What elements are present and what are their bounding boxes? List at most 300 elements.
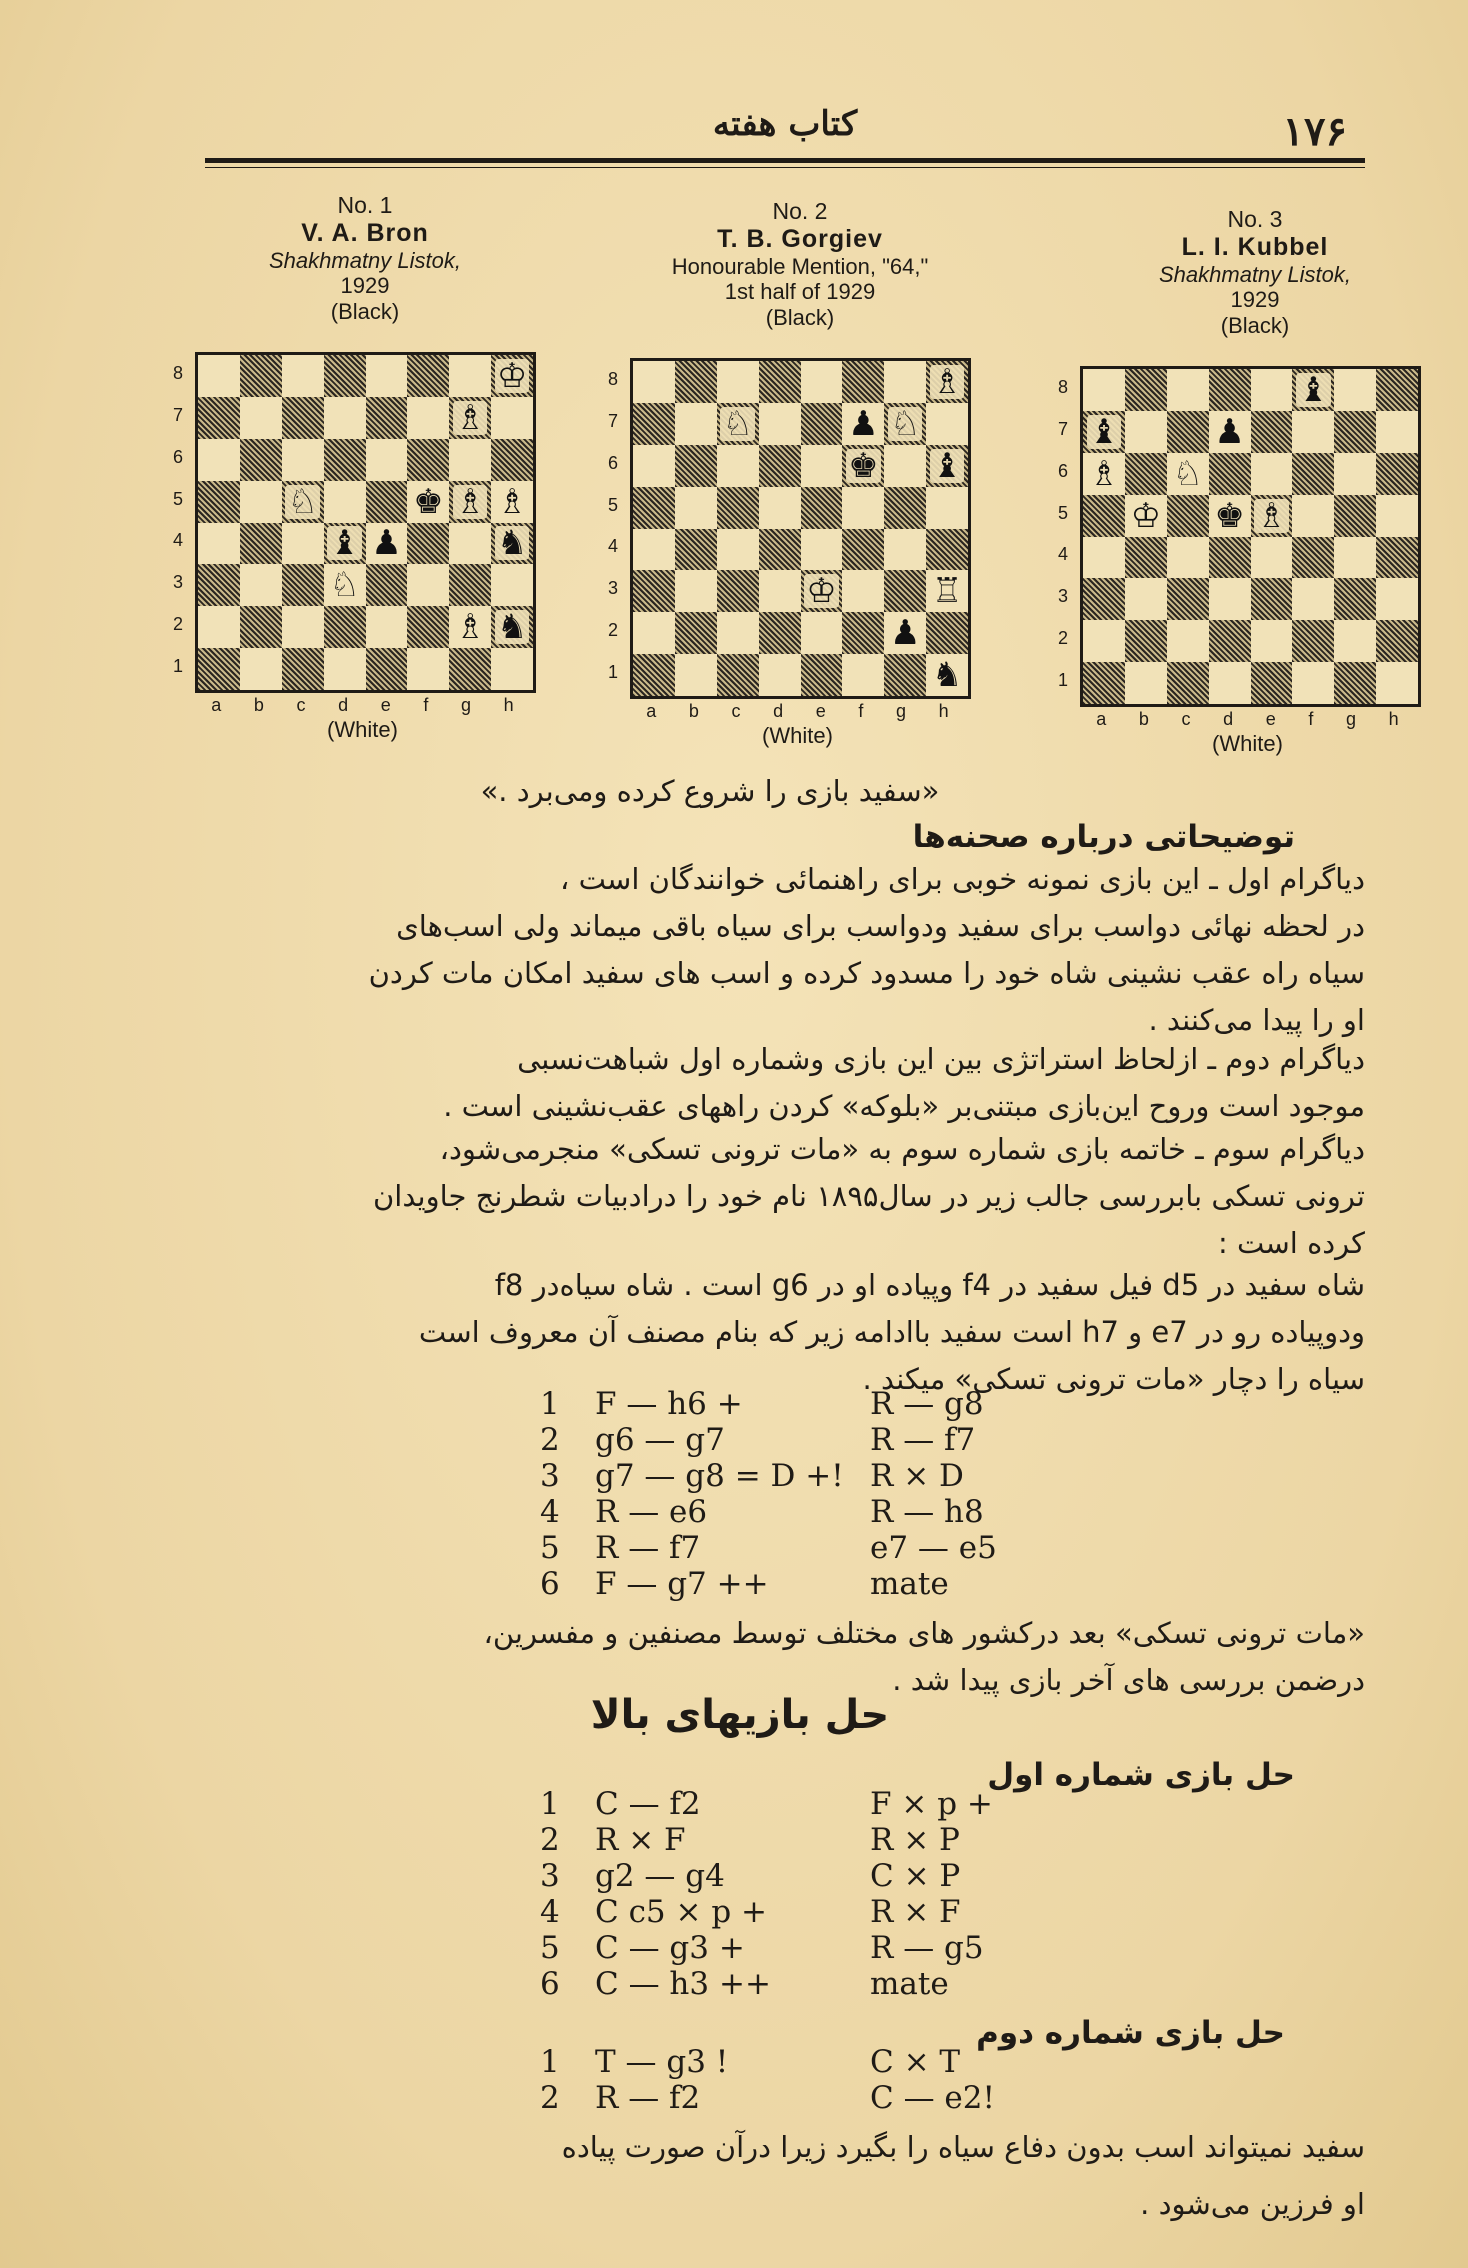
move-row (540, 1786, 1060, 1822)
file-label: b (1138, 709, 1149, 729)
explanation-paragraph-3 (195, 1126, 1365, 1267)
square-c4 (1167, 537, 1209, 579)
white-label: (White) (327, 717, 398, 742)
file-label: c (1181, 709, 1191, 729)
square-c7 (717, 403, 759, 445)
rank-label: 3 (1058, 586, 1069, 607)
square-b4 (1125, 537, 1167, 579)
final-paragraph (195, 2124, 1365, 2228)
chess-piece-icon: ♞ (496, 523, 528, 564)
file-label: g (461, 695, 472, 715)
chess-piece-icon: ♘ (722, 403, 753, 444)
file-label: a (1096, 709, 1107, 729)
explanation-paragraph-2 (195, 1036, 1365, 1130)
file-label: d (1223, 709, 1234, 729)
square-c2 (1167, 620, 1209, 662)
move-row (540, 1494, 1060, 1530)
square-e6 (801, 445, 843, 487)
chess-piece-icon: ♔ (1130, 495, 1162, 536)
move-number: 2 (540, 1822, 560, 1858)
white-move: g2 — g4 (595, 1858, 725, 1894)
chess-board (1080, 366, 1421, 707)
black-label: (Black) (330, 299, 400, 324)
square-g5 (1334, 495, 1376, 537)
square-b4 (240, 523, 282, 565)
square-f4 (1292, 537, 1334, 579)
white-move: R × F (595, 1822, 686, 1858)
square-f8 (1292, 369, 1334, 411)
text-line: او فرزین می‌شود . (1140, 2187, 1365, 2221)
diagram-number: No. 1 (337, 192, 393, 218)
file-label: c (296, 695, 306, 715)
black-move: C × T (870, 2044, 961, 2080)
square-d6 (759, 445, 801, 487)
square-e5 (801, 487, 843, 529)
diagram-author: L. I. Kubbel (1181, 233, 1329, 261)
square-c1 (282, 648, 324, 690)
square-a6 (1083, 453, 1125, 495)
square-a6 (198, 439, 240, 481)
square-f7 (407, 397, 449, 439)
square-e4 (366, 523, 408, 565)
square-a3 (198, 564, 240, 606)
square-a7 (633, 403, 675, 445)
rank-label: 6 (173, 446, 184, 467)
square-f8 (407, 355, 449, 397)
square-f2 (1292, 620, 1334, 662)
file-label: e (815, 701, 826, 721)
square-g8 (1334, 369, 1376, 411)
white-move: F — g7 ++ (595, 1566, 769, 1602)
square-a4 (633, 529, 675, 571)
explanation-paragraph-4 (195, 1262, 1365, 1403)
square-b1 (240, 648, 282, 690)
square-b8 (240, 355, 282, 397)
square-h4 (1376, 537, 1418, 579)
rank-label: 5 (173, 488, 184, 509)
rank-label: 3 (608, 578, 619, 599)
square-g3 (1334, 578, 1376, 620)
square-b1 (675, 654, 717, 696)
chess-piece-icon: ♘ (889, 403, 921, 444)
chess-piece-icon: ♔ (496, 355, 528, 396)
move-number: 3 (540, 1858, 560, 1894)
square-a8 (1083, 369, 1125, 411)
square-f5 (842, 487, 884, 529)
square-g4 (449, 523, 491, 565)
file-label: g (1346, 709, 1357, 729)
square-d3 (759, 570, 801, 612)
square-g7 (449, 397, 491, 439)
square-g7 (1334, 411, 1376, 453)
square-g6 (884, 445, 926, 487)
move-number: 1 (540, 2044, 560, 2080)
square-e2 (1251, 620, 1293, 662)
file-label: g (896, 701, 907, 721)
move-row (540, 1966, 1060, 2002)
square-b7 (240, 397, 282, 439)
square-d8 (324, 355, 366, 397)
square-e2 (366, 606, 408, 648)
square-c2 (282, 606, 324, 648)
white-move: C — f2 (595, 1786, 701, 1822)
square-c7 (282, 397, 324, 439)
rank-label: 3 (173, 572, 184, 593)
diagram-source: Shakhmatny Listok, (269, 248, 461, 273)
chess-piece-icon: ♝ (329, 523, 360, 564)
move-row (540, 1458, 1060, 1494)
square-f4 (842, 529, 884, 571)
chess-piece-icon: ♚ (1214, 495, 1245, 536)
file-label: a (211, 695, 222, 715)
square-h8 (491, 355, 533, 397)
chess-piece-icon: ♞ (931, 655, 963, 696)
square-h5 (1376, 495, 1418, 537)
white-move: F — h6 + (595, 1386, 743, 1422)
file-label: f (423, 695, 429, 715)
chess-piece-icon: ♚ (413, 481, 444, 522)
square-b6 (240, 439, 282, 481)
white-move: R — f2 (595, 2080, 701, 2116)
move-row (540, 2044, 1060, 2080)
square-b8 (1125, 369, 1167, 411)
explanation-paragraph-1 (195, 856, 1365, 1044)
square-c6 (1167, 453, 1209, 495)
square-c6 (717, 445, 759, 487)
square-c5 (1167, 495, 1209, 537)
square-f5 (1292, 495, 1334, 537)
square-b3 (1125, 578, 1167, 620)
diagram-author: T. B. Gorgiev (717, 225, 883, 253)
chess-piece-icon: ♖ (931, 571, 963, 612)
square-f3 (407, 564, 449, 606)
square-f7 (842, 403, 884, 445)
square-f6 (407, 439, 449, 481)
rank-label: 4 (1058, 544, 1069, 565)
white-move: C — g3 + (595, 1930, 745, 1966)
diagram-year: 1st half of 1929 (724, 279, 876, 304)
square-h2 (1376, 620, 1418, 662)
black-move: C — e2! (870, 2080, 995, 2116)
black-move: F × p + (870, 1786, 993, 1822)
square-a2 (198, 606, 240, 648)
diagram-3-caption (1115, 206, 1395, 339)
square-d6 (1209, 453, 1251, 495)
square-a2 (1083, 620, 1125, 662)
square-d4 (1209, 537, 1251, 579)
square-e6 (366, 439, 408, 481)
diagram-2-caption (625, 198, 975, 331)
square-a1 (1083, 662, 1125, 704)
square-g2 (884, 612, 926, 654)
white-move: g6 — g7 (595, 1422, 725, 1458)
square-h5 (491, 481, 533, 523)
rank-label: 4 (173, 530, 184, 551)
square-b6 (1125, 453, 1167, 495)
square-a4 (198, 523, 240, 565)
square-e7 (801, 403, 843, 445)
square-b1 (1125, 662, 1167, 704)
square-g2 (449, 606, 491, 648)
move-number: 3 (540, 1458, 560, 1494)
solution-2-heading: حل بازی شماره دوم (976, 2015, 1285, 2051)
square-b2 (675, 612, 717, 654)
file-label: b (253, 695, 264, 715)
square-b5 (675, 487, 717, 529)
square-e4 (801, 529, 843, 571)
square-e3 (801, 570, 843, 612)
troitzky-moves (540, 1386, 1060, 1602)
square-b3 (675, 570, 717, 612)
square-f3 (1292, 578, 1334, 620)
chess-piece-icon: ♘ (329, 565, 360, 606)
square-f7 (1292, 411, 1334, 453)
square-d3 (1209, 578, 1251, 620)
square-d5 (1209, 495, 1251, 537)
header-rule (205, 158, 1365, 163)
move-number: 4 (540, 1494, 560, 1530)
square-c3 (282, 564, 324, 606)
square-g5 (449, 481, 491, 523)
text-line: دیاگرام اول ـ این بازی نمونه خوبی برای راهنمائی خوانندگان است ، (560, 862, 1365, 896)
square-f1 (407, 648, 449, 690)
chess-board (195, 352, 536, 693)
square-a1 (198, 648, 240, 690)
rank-label: 5 (1058, 502, 1069, 523)
move-row (540, 1822, 1060, 1858)
square-a5 (198, 481, 240, 523)
square-f6 (1292, 453, 1334, 495)
white-move: C — h3 ++ (595, 1966, 771, 2002)
diagram-source: Shakhmatny Listok, (1159, 262, 1351, 287)
square-h7 (1376, 411, 1418, 453)
square-a5 (633, 487, 675, 529)
square-h8 (926, 361, 968, 403)
chess-board (630, 358, 971, 699)
white-label: (White) (1212, 731, 1283, 756)
chess-piece-icon: ♝ (1298, 369, 1329, 410)
square-a3 (633, 570, 675, 612)
solution-1-heading: حل بازی شماره اول (987, 1757, 1295, 1793)
square-g8 (449, 355, 491, 397)
move-number: 1 (540, 1386, 560, 1422)
explanations-heading: توضیحاتی درباره صحنه‌ها (912, 819, 1295, 855)
move-row (540, 1858, 1060, 1894)
file-label: d (338, 695, 349, 715)
square-g1 (1334, 662, 1376, 704)
square-f4 (407, 523, 449, 565)
black-move: R × F (870, 1894, 961, 1930)
square-g4 (884, 529, 926, 571)
square-g1 (449, 648, 491, 690)
rank-label: 6 (1058, 460, 1069, 481)
diagram-1-caption (215, 192, 515, 325)
square-d2 (324, 606, 366, 648)
square-c1 (717, 654, 759, 696)
white-move: g7 — g8 = D +! (595, 1458, 844, 1494)
chess-piece-icon: ♝ (931, 445, 963, 486)
chess-piece-icon: ♗ (1088, 453, 1120, 494)
chess-piece-icon: ♘ (1172, 453, 1203, 494)
rank-label: 2 (1058, 628, 1069, 649)
text-line: درضمن بررسی های آخر بازی پیدا شد . (892, 1663, 1365, 1697)
chess-piece-icon: ♗ (1256, 495, 1287, 536)
square-f1 (842, 654, 884, 696)
move-row (540, 1930, 1060, 1966)
square-h1 (491, 648, 533, 690)
chess-piece-icon: ♗ (454, 397, 486, 438)
chess-piece-icon: ♗ (454, 607, 486, 648)
text-line: دیاگرام سوم ـ خاتمه بازی شماره سوم به «مات ترونی تسکی» منجرمی‌شود، (439, 1132, 1365, 1166)
rank-label: 7 (173, 404, 184, 425)
move-row (540, 1566, 1060, 1602)
rank-label: 7 (1058, 418, 1069, 439)
rank-label: 1 (173, 656, 184, 677)
square-h3 (1376, 578, 1418, 620)
chess-piece-icon: ♟ (371, 523, 402, 564)
square-b5 (240, 481, 282, 523)
file-labels (1080, 709, 1415, 730)
diagram-number: No. 2 (772, 198, 828, 224)
black-move: R — h8 (870, 1494, 984, 1530)
book-title: کتاب هفته (712, 104, 858, 144)
square-d8 (1209, 369, 1251, 411)
chess-piece-icon: ♗ (496, 481, 528, 522)
after-moves-paragraph (195, 1610, 1365, 1704)
file-label: f (858, 701, 864, 721)
square-a6 (633, 445, 675, 487)
square-a1 (633, 654, 675, 696)
square-g2 (1334, 620, 1376, 662)
file-label: f (1308, 709, 1314, 729)
rank-label: 1 (1058, 670, 1069, 691)
text-line: «مات ترونی تسکی» بعد درکشور های مختلف توسط مصنفین و مفسرین، (483, 1616, 1365, 1650)
move-number: 1 (540, 1786, 560, 1822)
square-b6 (675, 445, 717, 487)
move-row (540, 1422, 1060, 1458)
black-move: mate (870, 1966, 949, 2002)
text-line: دیاگرام دوم ـ ازلحاظ استراتژی بین این بازی وشماره اول شباهت‌نسبی (517, 1042, 1365, 1076)
square-g3 (449, 564, 491, 606)
square-c8 (717, 361, 759, 403)
move-number: 2 (540, 1422, 560, 1458)
square-h1 (1376, 662, 1418, 704)
diagram-year: 1929 (1230, 287, 1280, 312)
square-h5 (926, 487, 968, 529)
diagram-caption: «سفید بازی را شروع کرده ومی‌برد .» (480, 774, 940, 808)
square-h4 (926, 529, 968, 571)
file-labels (630, 701, 965, 722)
square-e5 (366, 481, 408, 523)
square-e3 (1251, 578, 1293, 620)
black-label: (Black) (765, 305, 835, 330)
black-move: R — g8 (870, 1386, 984, 1422)
square-e1 (801, 654, 843, 696)
square-g8 (884, 361, 926, 403)
square-a8 (633, 361, 675, 403)
square-f5 (407, 481, 449, 523)
solution-1-moves (540, 1786, 1060, 2002)
rank-label: 2 (608, 620, 619, 641)
square-c5 (282, 481, 324, 523)
text-line: سیاه را دچار «مات ترونی تسکی» میکند . (862, 1362, 1365, 1396)
square-c3 (1167, 578, 1209, 620)
text-line: او را پیدا می‌کنند . (1148, 1003, 1365, 1037)
move-row (540, 1530, 1060, 1566)
square-g6 (1334, 453, 1376, 495)
square-f1 (1292, 662, 1334, 704)
square-e2 (801, 612, 843, 654)
rank-label: 6 (608, 452, 619, 473)
move-number: 4 (540, 1894, 560, 1930)
rank-label: 8 (608, 368, 619, 389)
square-a7 (1083, 411, 1125, 453)
file-label: d (773, 701, 784, 721)
black-move: e7 — e5 (870, 1530, 997, 1566)
text-line: ترونی تسکی بابررسی جالب زیر در سال۱۸۹۵ نام خود را درادبیات شطرنج جاویدان (372, 1179, 1365, 1213)
white-label: (White) (762, 723, 833, 748)
square-e4 (1251, 537, 1293, 579)
square-d1 (759, 654, 801, 696)
square-b4 (675, 529, 717, 571)
square-a5 (1083, 495, 1125, 537)
square-b2 (1125, 620, 1167, 662)
square-g5 (884, 487, 926, 529)
black-move: R × D (870, 1458, 964, 1494)
square-c2 (717, 612, 759, 654)
square-a8 (198, 355, 240, 397)
black-move: R — g5 (870, 1930, 984, 1966)
square-d1 (324, 648, 366, 690)
rank-label: 2 (173, 614, 184, 635)
square-e6 (1251, 453, 1293, 495)
square-f2 (842, 612, 884, 654)
square-c8 (1167, 369, 1209, 411)
chess-piece-icon: ♟ (848, 403, 879, 444)
diagram-source: Honourable Mention, "64," (671, 254, 929, 279)
square-c8 (282, 355, 324, 397)
text-line: سیاه راه عقب نشینی شاه خود را مسدود کرده و اسب های سفید امکان مات کردن (368, 956, 1365, 990)
white-move: R — e6 (595, 1494, 708, 1530)
square-h6 (926, 445, 968, 487)
square-d8 (759, 361, 801, 403)
square-d7 (759, 403, 801, 445)
rank-label: 8 (1058, 376, 1069, 397)
square-d1 (1209, 662, 1251, 704)
square-d6 (324, 439, 366, 481)
chess-piece-icon: ♚ (848, 445, 879, 486)
square-c1 (1167, 662, 1209, 704)
black-label: (Black) (1220, 313, 1290, 338)
black-move: R — f7 (870, 1422, 976, 1458)
square-d5 (759, 487, 801, 529)
square-f6 (842, 445, 884, 487)
square-d2 (1209, 620, 1251, 662)
square-h3 (491, 564, 533, 606)
square-h2 (926, 612, 968, 654)
diagram-author: V. A. Bron (301, 219, 429, 247)
move-row (540, 1386, 1060, 1422)
square-c3 (717, 570, 759, 612)
square-a3 (1083, 578, 1125, 620)
square-e8 (801, 361, 843, 403)
square-c4 (282, 523, 324, 565)
square-g3 (884, 570, 926, 612)
square-h6 (1376, 453, 1418, 495)
square-e8 (366, 355, 408, 397)
white-move: T — g3 ! (595, 2044, 729, 2080)
square-h3 (926, 570, 968, 612)
